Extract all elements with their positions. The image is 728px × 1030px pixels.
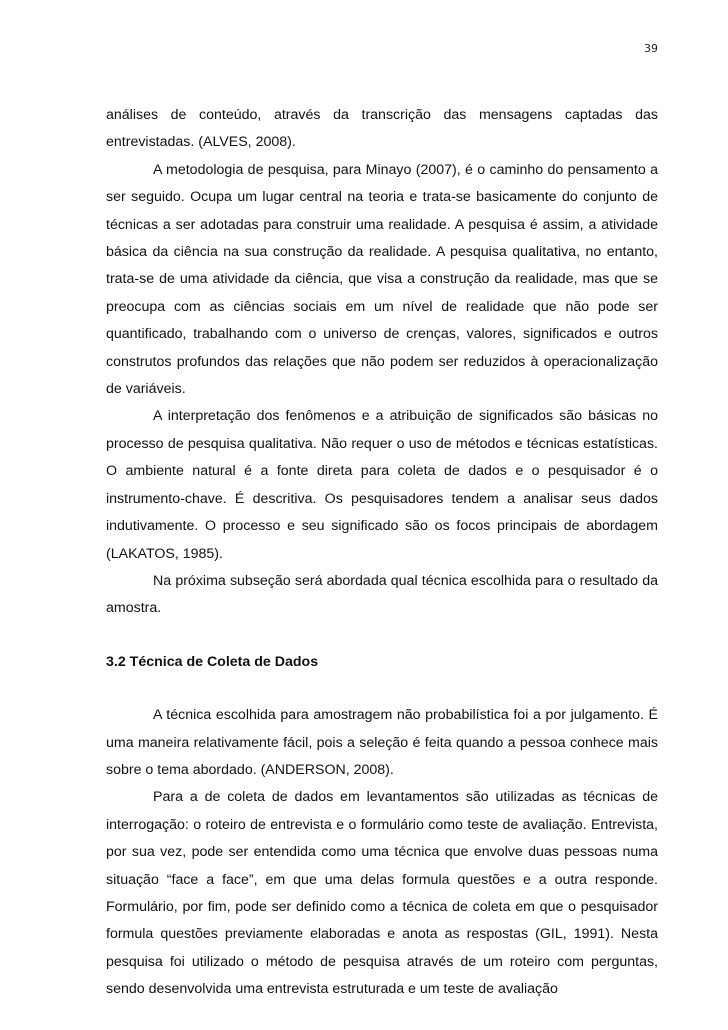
paragraph: análises de conteúdo, através da transcrição das mensagens captadas das entrevistadas. (ALVES, 2008).: [106, 107, 658, 151]
body-text: [106, 102, 658, 1004]
paragraph: Na próxima subseção será abordada qual técnica escolhida para o resultado da amostra.: [106, 572, 658, 617]
paragraph: A técnica escolhida para amostragem não probabilística foi a por julgamento. É uma maneira relativamente fácil, pois a seleção é feita quando a pessoa conhece mais sobre o tema abordado. (ANDERSON, 2008).: [106, 707, 658, 778]
section-heading: 3.2 Técnica de Coleta de Dados: [106, 653, 319, 670]
page-number: 39: [644, 42, 658, 55]
paragraph: A metodologia de pesquisa, para Minayo (2007), é o caminho do pensamento a ser seguido. Ocupa um lugar central na teoria e trata-se basicamente do conjunto de técnicas a ser adotadas para construir uma realidade. A pesquisa é assim, a atividade básica da ciência na sua construção da realidade. A pesquisa qualitativa, no entanto, trata-se de uma atividade da ciência, que visa a construção da realidade, mas que se preocupa com as ciências sociais em um nível de realidade que não pode ser quantificado, trabalhando com o universo de crenças, valores, significados e outros construtos profundos das relações que não podem ser reduzidos à operacionalização de variáveis.: [106, 161, 658, 398]
paragraph: A interpretação dos fenômenos e a atribuição de significados são básicas no processo de pesquisa qualitativa. Não requer o uso de métodos e técnicas estatísticas. O ambiente natural é a fonte direta para coleta de dados e o pesquisador é o instrumento-chave. É descritiva. Os pesquisadores tendem a analisar seus dados indutivamente. O processo e seu significado são os focos principais de abordagem (LAKATOS, 1985).: [106, 408, 658, 562]
paragraph: Para a de coleta de dados em levantamentos são utilizadas as técnicas de interrogação: o roteiro de entrevista e o formulário como teste de avaliação. Entrevista, por sua vez, pode ser entendida como uma técnica que envolve duas pessoas numa situação “face a face”, em que uma delas formula questões e a outra responde. Formulário, por fim, pode ser definido como a técnica de coleta em que o pesquisador formula questões previamente elaboradas e anota as respostas (GIL, 1991). Nesta pesquisa foi utilizado o método de pesquisa através de um roteiro com perguntas, sendo desenvolvida uma entrevista estruturada e um teste de avaliação: [106, 789, 658, 998]
